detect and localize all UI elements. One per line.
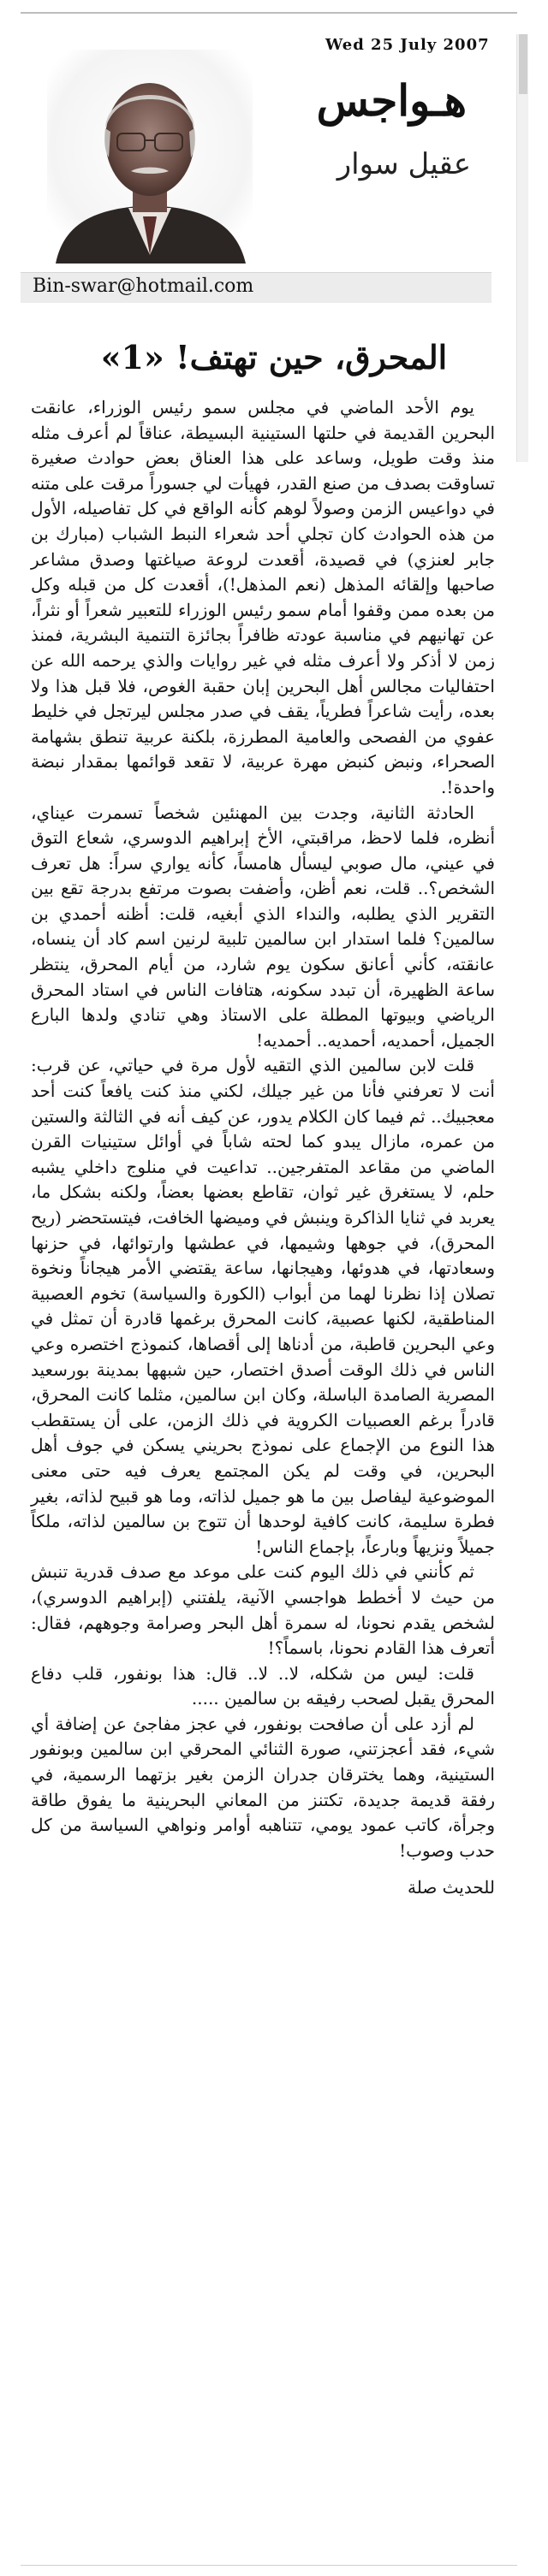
article-paragraph: قلت: ليس من شكله، لا.. لا.. قال: هذا بونفور، قلب دفاع المحرق يقبل لصحب رفيقه بن سالمين ..... [31,1662,495,1709]
article-paragraph: يوم الأحد الماضي في مجلس سمو رئيس الوزراء، عانقت البحرين القديمة في حلتها الستينية البسيطة، عناقاً لم أعرف مثله منذ وقت طويل، وساعد على هذا العناق بعض حوادث صغيرة تساوقت بصدف من صنع القدر، فهيأت لي جسوراً مرقت على متنه في دواعيس الزمن وصولاً لوهم كأنه الواقع في كل تفاصيله، الأول من هذه الحوادث كان تجلي أحد شعراء النبط الشباب (مبارك بن جابر لعنزي) في قصيدة، أقعدت لروعة صياغتها وصدق مشاعر صاحبها وإلقائه المذهل (نعم المذهل!)، أقعدت كل من قبله وكل من بعده ممن وقفوا أمام سمو رئيس الوزراء للتعبير شعراً أو نثراً، عن تهانيهم في مناسبة عودته ظافراً بجائزة التنمية البشرية، فمنذ زمن لا أذكر ولا أعرف مثله في غير روايات والذي يرحمه الله عن احتفاليات مجالس أهل البحرين إبان حقبة الغوص، فلا قبل هذا ولا بعده، رأيت شاعراً فطرياً، يقف في صدر مجلس ليرتجل في خليط عفوي من الفصحى والعامية المطرزة، بلكنة عربية تنطق بشهامة الصحراء، ونبض كنبض مهرة عربية، لا تقعد قوائمها بمقدار نبضة واحدة!. [31,397,496,797]
column-title: هـواجس [316,75,467,126]
article-paragraph: ثم كأنني في ذلك اليوم كنت على موعد مع صدف قدرية تنبش من حيث لا أخطط هواجسي الآنية، يلفتني (إبراهيم الدوسري)، لشخص يقدم نحونا، له سمرة أهل البحر وصرامة وجوههم، فقال: أتعرف هذا القادم نحونا، باسماً؟! [31,1561,495,1659]
author-name: عقيل سوار [337,147,471,181]
article-paragraph: الحادثة الثانية، وجدت بين المهنئين شخصاً تسمرت عيناي، أنظره، فلما لاحظ، مراقبتي، الأخ إبراهيم الدوسري، شعاع التوق في عيني، مال صوبي ليسأل هامساً، كأنه يواري سراً: هل تعرف الشخص؟.. قلت، نعم أظن، وأضفت بصوت مرتفع بدرجة تقع بين التقرير الذي يطلبه، والنداء الذي أبغيه، قلت: أظنه أحمدي بن سالمين؟ فلما استدار ابن سالمين تلبية لرنين اسم كاد أن ينساه، عانقته، كأني أعانق سكون يوم شارد، من أيام المحرق، ينتظر ساعة الظهيرة، أن تبدد سكونه، هتافات الناس في استاد المحرق الرياضي وبيوتها المطلة على الاستاذ وهي تنادي ولدها البارع الجميل، أحمديه، أحمديه.. أحمديه! [31,802,495,1051]
author-photo [47,50,253,264]
issue-date: Wed 25 July 2007 [325,36,490,54]
scrollbar[interactable] [516,34,528,462]
article-paragraph: لم أزد على أن صافحت بونفور، في عجز مفاجئ عن إضافة أي شيء، فقد أعجزتني، صورة الثنائي المحرقي ابن سالمين وبونفور الستينية، وهما يخترقان جدران الزمن بغير بزتهما الرسمية، في رفقة قديمة جديدة، تكتنز من المعاني البحرينية ما يفوق طاقة وجرأة، كاتب عمود يومي، تتناهبه أوامر ونواهي السياسة من كل حدب وصوب! [31,1713,496,1861]
article-title: المحرق، حين تهتف! «1» [100,338,448,376]
article-paragraph: قلت لابن سالمين الذي التقيه لأول مرة في حياتي، عن قرب: أنت لا تعرفني فأنا من غير جيلك، لكني منذ كنت يافعاً كنت أحد معجبيك.. ثم فيما كان الكلام يدور، عن كيف أنه في الثالثة والستين من عمره، مازال يبدو كما لحته شاباً في أوائل ستينيات القرن الماضي من مقاعد المتفرجين.. تداعيت في منلوج داخلي يشبه حلم، لا يستغرق غير ثوان، تقاطع بعضها بعضاً، ولكنه بشكل ما، يعربد في ثنايا الذاكرة وينبش في وميضها الخافت، فيتستحضر (ريح المحرق)، في جوهها وشيمها، في عطشها وارتوائها، في حزنها وسعادتها، في هدوئها، وهيجانها، ساعة يقتضي الأمر هيجاناً ونخوة تصلان إذا نظرنا لهما من أبواب (الكورة والسياسة) تخوم العصبية المناطقية، لكنها عصبية، كانت المحرق برغمها قادرة أن تمثل في وعي البحرين قاطبة، من أدناها إلى أقصاها، كنموذج اختصره وعي الناس في ذلك الوقت أصدق اختصار، حين شبهها بمدينة بورسعيد المصرية الصامدة الباسلة، وكان ابن سالمين، مثلما كانت المحرق، قادراً برغم العصبيات الكروية في ذلك الزمن، على أن يستقطب هذا النوع من الإجماع على نموذج بحريني يسكن في جوف أهل البحرين، في وقت لم يكن المجتمع يعرف فيه حتى معنى الموضوعية ليفاصل بين ما هو جميل لذاته، وما هو قبيح لذاته، بغير فطرة سليمة، كانت كافية لوحدها أن تتوج بن سالمين لذاته، ملكاً جميلاً ونزيهاً وبارعاً، بإجماع الناس! [31,1055,495,1557]
top-rule [21,12,517,14]
scrollbar-thumb[interactable] [519,34,527,94]
footer-rule [21,2565,517,2566]
author-email-link[interactable]: Bin-swar@hotmail.com [33,275,254,297]
article-body [31,395,495,1901]
article-footnote: للحديث صلة [407,1877,495,1898]
